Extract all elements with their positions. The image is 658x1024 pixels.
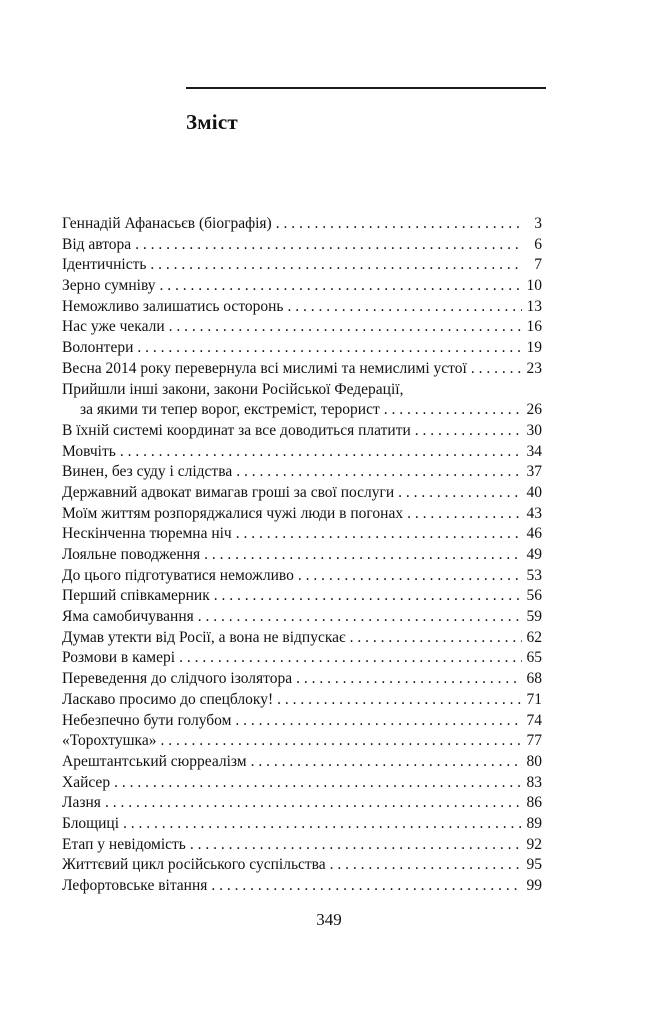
toc-entry-title: Арештантський сюрреалізм — [62, 752, 247, 770]
toc-entry — [62, 255, 542, 276]
dot-leader — [288, 297, 523, 318]
toc-entry — [62, 297, 542, 318]
toc-entry — [62, 793, 542, 814]
dot-leader — [276, 214, 522, 235]
top-rule — [186, 87, 546, 89]
toc-entry-page: 23 — [526, 359, 542, 377]
dot-leader — [235, 711, 522, 732]
dot-leader — [471, 359, 522, 380]
dot-leader — [114, 773, 522, 794]
toc-entry-title: Нас уже чекали — [62, 318, 165, 336]
toc-entry-page: 62 — [526, 628, 542, 646]
dot-leader — [415, 421, 522, 442]
toc-entry — [62, 442, 542, 463]
dot-leader — [120, 442, 522, 463]
toc-entry — [62, 814, 542, 835]
toc-entry-title: Лефортовське вітання — [62, 877, 208, 894]
toc-entry-page: 83 — [526, 773, 542, 791]
dot-leader — [298, 566, 522, 587]
toc-entry-title: Яма самобичування — [62, 608, 194, 626]
toc-entry-page: 74 — [526, 711, 542, 729]
toc-entry-page: 10 — [526, 277, 542, 295]
dot-leader — [296, 669, 522, 690]
dot-leader — [179, 648, 522, 669]
toc-entry-title: Неможливо залишатись осторонь — [62, 297, 284, 315]
toc-entry-title: В їхній системі координат за все доводиться платити — [62, 421, 411, 439]
toc-entry-page: 77 — [526, 732, 542, 750]
toc-entry-page: 43 — [526, 504, 542, 522]
dot-leader — [105, 793, 522, 814]
toc-entry-page: 3 — [534, 215, 542, 232]
toc-entry-title: Прийшли інші закони, закони Російської Федерації, — [62, 380, 404, 398]
toc-entry-title: Ідентичність — [62, 256, 147, 274]
toc-entry-page: 37 — [526, 463, 542, 481]
toc-entry-title: Геннадій Афанасьєв (біографія) — [62, 215, 272, 232]
toc-entry-page: 6 — [534, 235, 542, 253]
toc-entry — [62, 462, 542, 483]
dot-leader — [214, 586, 522, 607]
toc-entry-page: 30 — [526, 421, 542, 439]
dot-leader — [330, 855, 522, 876]
toc-entry-page: 56 — [526, 587, 542, 605]
dot-leader — [236, 524, 522, 545]
toc-entry-title: Лазня — [62, 794, 101, 812]
toc-entry — [62, 566, 542, 587]
dot-leader — [123, 814, 522, 835]
toc-entry-page: 99 — [526, 877, 542, 894]
toc-entry — [62, 235, 542, 256]
toc-entry-title: за якими ти тепер ворог, екстреміст, терорист — [80, 401, 380, 419]
toc-entry — [62, 276, 542, 297]
toc-entry-title: Волонтери — [62, 339, 134, 357]
toc-entry-page: 95 — [526, 856, 542, 874]
dot-leader — [398, 483, 522, 504]
toc-entry-page: 80 — [526, 752, 542, 770]
toc-entry-title: Моїм життям розпоряджалися чужі люди в погонах — [62, 504, 404, 522]
dot-leader — [236, 462, 522, 483]
dot-leader — [160, 731, 522, 752]
toc-entry-title: Державний адвокат вимагав гроші за свої послуги — [62, 483, 395, 501]
toc-entry-page: 40 — [526, 483, 542, 501]
toc-entry-page: 13 — [526, 297, 542, 315]
toc-entry-title: Хайсер — [62, 773, 111, 791]
dot-leader — [198, 607, 522, 628]
dot-leader — [407, 504, 522, 525]
dot-leader — [277, 690, 522, 711]
toc-entry — [62, 773, 542, 794]
toc-entry-title: Лояльне поводження — [62, 546, 201, 563]
toc-entry — [62, 690, 542, 711]
toc-entry — [62, 483, 542, 504]
toc-entry-title: Небезпечно бути голубом — [62, 711, 232, 729]
toc-entry-page: 65 — [526, 649, 542, 667]
toc-entry — [62, 669, 542, 690]
toc-entry-title: Винен, без суду і слідства — [62, 463, 233, 481]
toc-entry-title: Мовчіть — [62, 442, 116, 460]
toc-entry — [62, 731, 542, 752]
page-title: Зміст — [186, 110, 238, 134]
toc-entry-page: 19 — [526, 339, 542, 357]
toc-entry — [62, 752, 542, 773]
toc-entry-page: 7 — [534, 256, 542, 274]
toc-entry — [62, 711, 542, 732]
dot-leader — [135, 235, 522, 256]
toc-entry-title: Блощиці — [62, 814, 120, 832]
toc-entry-title: Зерно сумніву — [62, 277, 156, 295]
dot-leader — [190, 835, 522, 856]
toc-entry — [62, 835, 542, 856]
toc-entry-title: «Торохтушка» — [62, 732, 157, 750]
dot-leader — [251, 752, 522, 773]
toc-entry — [62, 421, 542, 442]
toc-entry — [62, 338, 542, 359]
toc-entry-title: Ласкаво просимо до спецблоку! — [62, 690, 274, 708]
toc-entry-title: Весна 2014 року перевернула всі мислимі та немислимі устої — [62, 359, 467, 377]
dot-leader — [204, 545, 522, 566]
toc-entry-title: Етап у невідомість — [62, 835, 186, 853]
toc-entry-title: Від автора — [62, 235, 132, 253]
toc-entry-title: До цього підготуватися неможливо — [62, 566, 294, 584]
toc-entry-title: Переведення до слідчого ізолятора — [62, 670, 293, 688]
toc-entry — [62, 855, 542, 876]
toc-entry-title: Життєвий цикл російського суспільства — [62, 856, 326, 874]
table-of-contents — [62, 214, 542, 897]
toc-entry-page: 26 — [526, 401, 542, 419]
toc-entry — [62, 586, 542, 607]
dot-leader — [350, 628, 522, 649]
toc-entry — [62, 380, 542, 401]
toc-entry — [62, 214, 542, 235]
toc-entry-page: 59 — [526, 608, 542, 626]
toc-entry-page: 46 — [526, 525, 542, 543]
dot-leader — [159, 276, 522, 297]
toc-entry — [62, 628, 542, 649]
toc-entry-title: Думав утекти від Росії, а вона не відпускає — [62, 628, 346, 646]
toc-entry-page: 71 — [526, 690, 542, 708]
toc-entry-page: 86 — [526, 794, 542, 812]
dot-leader — [150, 255, 522, 276]
toc-entry-title: Нескінченна тюремна ніч — [62, 525, 232, 543]
toc-entry — [62, 545, 542, 566]
toc-entry — [62, 400, 542, 421]
toc-entry-page: 89 — [526, 814, 542, 832]
toc-entry-page: 68 — [526, 670, 542, 688]
dot-leader — [211, 876, 522, 897]
dot-leader — [384, 400, 522, 421]
dot-leader — [137, 338, 522, 359]
toc-entry — [62, 317, 542, 338]
page-number: 349 — [316, 910, 342, 929]
toc-entry — [62, 876, 542, 897]
toc-entry — [62, 359, 542, 380]
toc-entry-page: 53 — [526, 566, 542, 584]
dot-leader — [169, 317, 522, 338]
toc-entry-page: 92 — [526, 835, 542, 853]
toc-entry-title: Розмови в камері — [62, 649, 176, 667]
toc-entry — [62, 607, 542, 628]
toc-entry — [62, 524, 542, 545]
toc-entry-page: 49 — [526, 546, 542, 563]
toc-entry-page: 34 — [526, 442, 542, 460]
toc-entry — [62, 504, 542, 525]
toc-entry-title: Перший співкамерник — [62, 587, 210, 605]
toc-entry — [62, 648, 542, 669]
toc-entry-page: 16 — [526, 318, 542, 336]
